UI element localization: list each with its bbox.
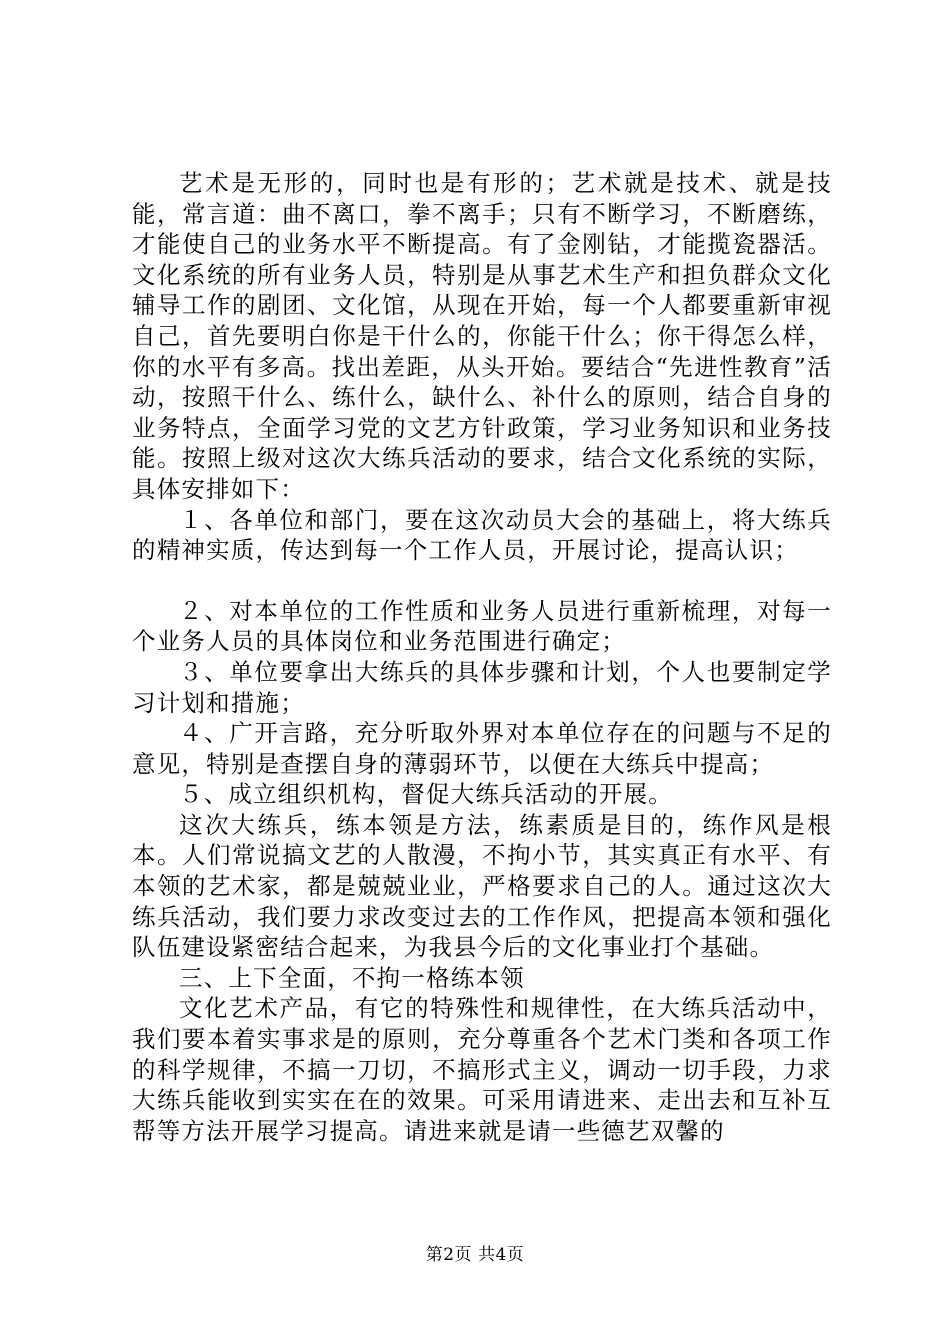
paragraph-intro: 艺术是无形的，同时也是有形的；艺术就是技术、就是技能，常言道：曲不离口，拳不离手；只有不断学习，不断磨练，才能使自己的业务水平不断提高。有了金刚钻，才能揽瓷器活。文化系统的所有业务人员，特别是从事艺术生产和担负群众文化辅导工作的剧团、文化馆，从现在开始，每一个人都要重新审视自己，首先要明白你是干什么的，你能干什么；你干得怎么样，你的水平有多高。找出差距，从头开始。要结合“先进性教育”活动，按照干什么、练什么，缺什么、补什么的原则，结合自身的业务特点，全面学习党的文艺方针政策，学习业务知识和业务技能。按照上级对这次大练兵活动的要求，结合文化系统的实际，具体安排如下： — [132, 169, 832, 503]
list-item-3: ３、单位要拿出大练兵的具体步骤和计划，个人也要制定学习计划和措施； — [132, 657, 832, 717]
paragraph-summary: 这次大练兵，练本领是方法，练素质是目的，练作风是根本。人们常说搞文艺的人散漫，不拘小节，其实真正有水平、有本领的艺术家，都是兢兢业业，严格要求自己的人。通过这次大练兵活动，我们要力求改变过去的工作作风，把提高本领和强化队伍建设紧密结合起来，为我县今后的文化事业打个基础。 — [132, 810, 832, 962]
paragraph-section-body: 文化艺术产品，有它的特殊性和规律性，在大练兵活动中，我们要本着实事求是的原则，充分尊重各个艺术门类和各项工作的科学规律，不搞一刀切，不搞形式主义，调动一切手段，力求大练兵能收到实实在在的效果。可采用请进来、走出去和互补互帮等方法开展学习提高。请进来就是请一些德艺双馨的 — [132, 994, 832, 1145]
list-item-1: １、各单位和部门，要在这次动员大会的基础上，将大练兵的精神实质，传达到每一个工作人员，开展讨论，提高认识； — [132, 505, 832, 565]
list-item-2: ２、对本单位的工作性质和业务人员进行重新梳理，对每一个业务人员的具体岗位和业务范围进行确定； — [132, 596, 832, 656]
list-item-4: ４、广开言路，充分听取外界对本单位存在的问题与不足的意见，特别是查摆自身的薄弱环节，以便在大练兵中提高； — [132, 719, 832, 778]
document-body — [132, 168, 832, 1146]
list-item-5: ５、成立组织机构，督促大练兵活动的开展。 — [179, 780, 673, 809]
page-number-footer: 第2页 共4页 — [425, 1245, 525, 1265]
section-heading: 三、上下全面，不拘一格练本领 — [179, 963, 525, 992]
